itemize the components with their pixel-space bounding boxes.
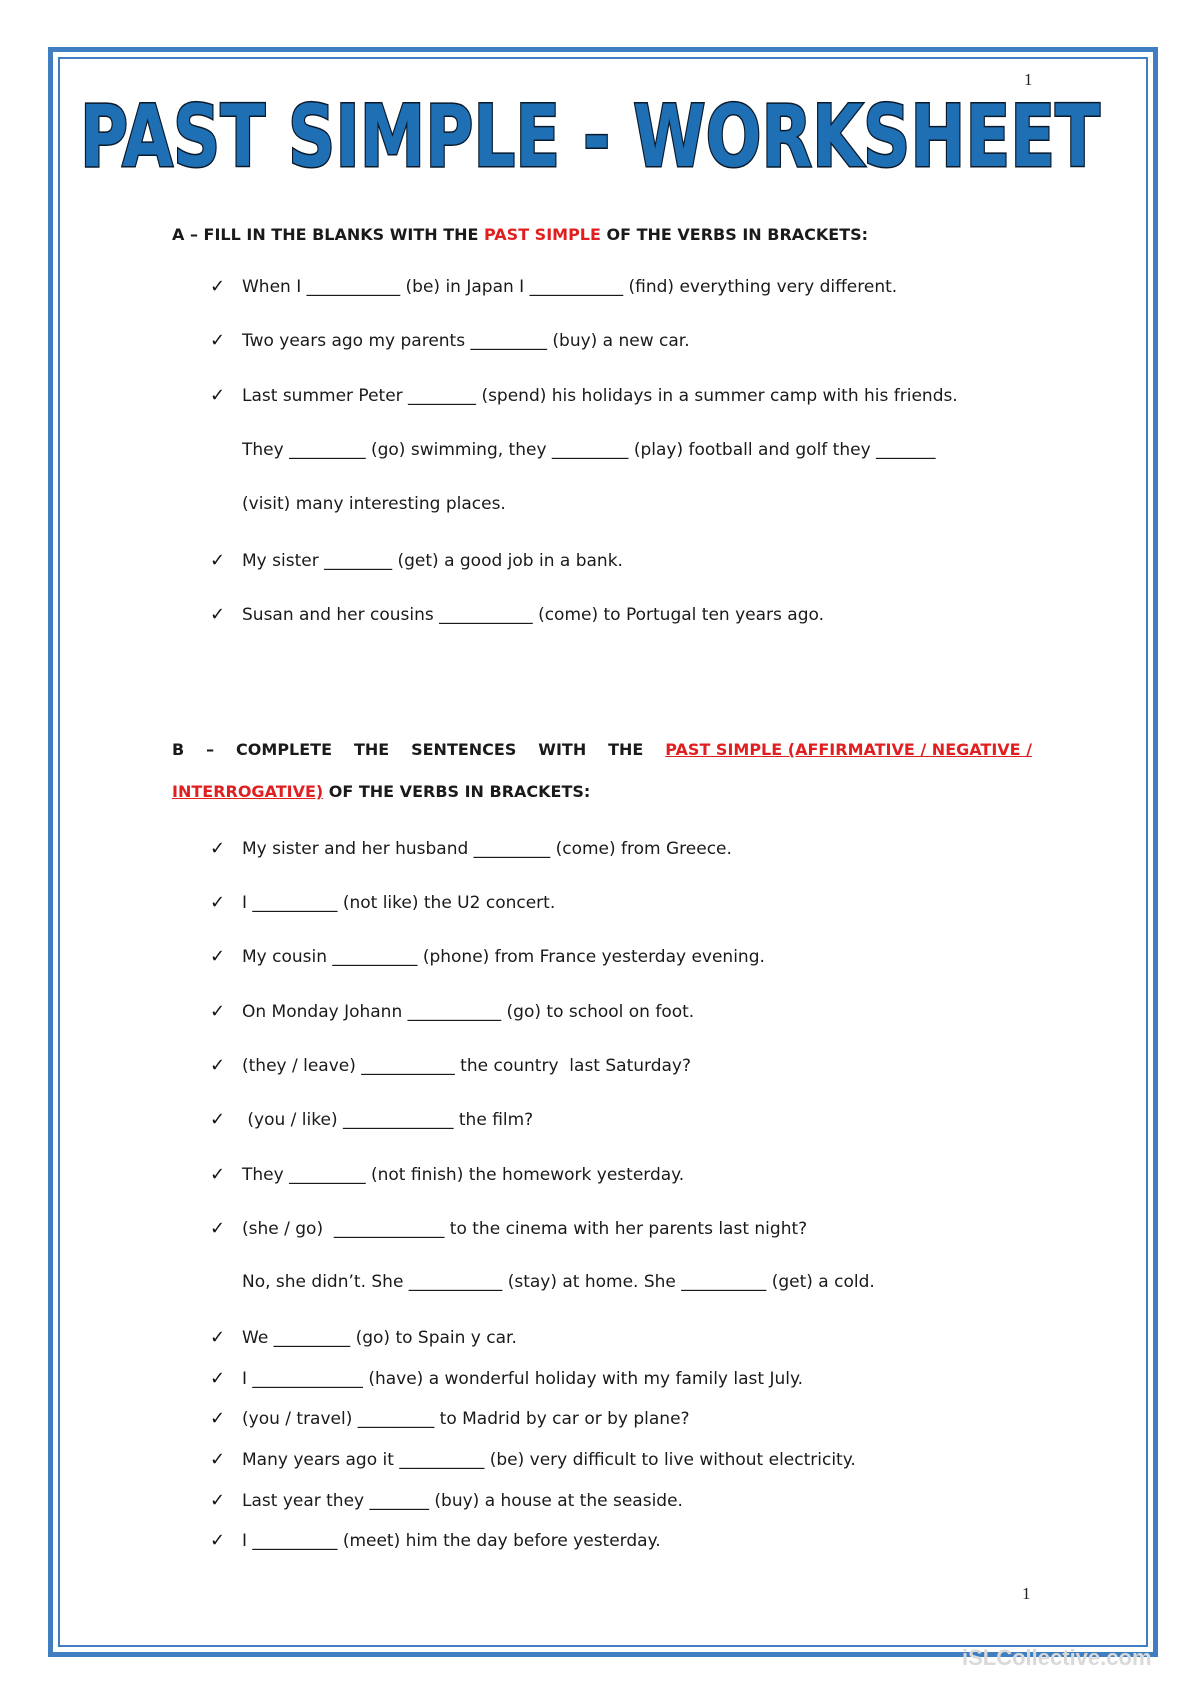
item-continuation: They _________ (go) swimming, they _________ (play) football and golf they _______ xyxy=(242,440,936,460)
page-number-top: 1 xyxy=(1024,70,1033,89)
list-item xyxy=(210,604,824,625)
item-text: My cousin __________ (phone) from France yesterday evening. xyxy=(242,947,765,967)
heading-highlight: PAST SIMPLE (AFFIRMATIVE / NEGATIVE / xyxy=(665,740,1032,759)
list-item xyxy=(210,1368,803,1389)
item-text: Many years ago it __________ (be) very difficult to live without electricity. xyxy=(242,1450,856,1470)
heading-word: – xyxy=(206,740,215,759)
list-item xyxy=(210,550,623,571)
list-item xyxy=(210,1109,533,1130)
item-text: My sister and her husband _________ (come) from Greece. xyxy=(242,839,732,859)
heading-highlight: INTERROGATIVE) xyxy=(172,782,324,801)
title-text: PAST SIMPLE - WORKSHEET xyxy=(80,87,1101,184)
item-text: (they / leave) ___________ the country last Saturday? xyxy=(242,1056,692,1076)
checkmark-icon: ✓ xyxy=(210,1055,226,1076)
checkmark-icon: ✓ xyxy=(210,1408,226,1429)
watermark: iSLCollective.com xyxy=(962,1645,1152,1670)
checkmark-icon: ✓ xyxy=(210,1530,226,1551)
item-text: Last year they _______ (buy) a house at the seaside. xyxy=(242,1491,683,1511)
list-item xyxy=(210,385,958,406)
page-number-bottom: 1 xyxy=(1022,1584,1031,1603)
checkmark-icon: ✓ xyxy=(210,330,226,351)
checkmark-icon: ✓ xyxy=(210,946,226,967)
heading-word: SENTENCES xyxy=(411,740,517,759)
list-item xyxy=(210,276,897,297)
item-text: (she / go) _____________ to the cinema with her parents last night? xyxy=(242,1219,808,1239)
list-item xyxy=(210,1408,690,1429)
section-a-heading-highlight: PAST SIMPLE xyxy=(484,225,601,244)
list-item xyxy=(210,1530,661,1551)
section-a-heading xyxy=(172,225,868,244)
checkmark-icon: ✓ xyxy=(210,1490,226,1511)
item-text: When I ___________ (be) in Japan I ___________ (find) everything very different. xyxy=(242,277,898,297)
checkmark-icon: ✓ xyxy=(210,1164,226,1185)
item-text: (you / like) _____________ the film? xyxy=(242,1110,534,1130)
list-item xyxy=(210,946,765,967)
list-item xyxy=(210,1164,684,1185)
checkmark-icon: ✓ xyxy=(210,838,226,859)
checkmark-icon: ✓ xyxy=(210,385,226,406)
list-item xyxy=(210,330,690,351)
checkmark-icon: ✓ xyxy=(210,1449,226,1470)
checkmark-icon: ✓ xyxy=(210,892,226,913)
heading-word: COMPLETE xyxy=(236,740,333,759)
checkmark-icon: ✓ xyxy=(210,1327,226,1348)
checkmark-icon: ✓ xyxy=(210,276,226,297)
item-continuation: No, she didn’t. She ___________ (stay) at home. She __________ (get) a cold. xyxy=(242,1272,875,1292)
list-item xyxy=(210,1449,856,1470)
heading-word: THE xyxy=(608,740,644,759)
list-item xyxy=(210,838,732,859)
section-a-heading-post: OF THE VERBS IN BRACKETS: xyxy=(600,225,869,244)
checkmark-icon: ✓ xyxy=(210,604,226,625)
checkmark-icon: ✓ xyxy=(210,1218,226,1239)
heading-word: THE xyxy=(353,740,390,759)
checkmark-icon: ✓ xyxy=(210,1109,226,1130)
heading-post: OF THE VERBS IN BRACKETS: xyxy=(323,782,591,801)
heading-word: B xyxy=(172,740,185,759)
item-text: Last summer Peter ________ (spend) his holidays in a summer camp with his friends. xyxy=(242,386,958,406)
item-continuation: (visit) many interesting places. xyxy=(242,494,506,514)
item-text: Susan and her cousins ___________ (come) to Portugal ten years ago. xyxy=(242,605,824,625)
section-a-heading-pre: A – FILL IN THE BLANKS WITH THE xyxy=(172,225,485,244)
item-text: I __________ (meet) him the day before yesterday. xyxy=(242,1531,661,1551)
item-text: (you / travel) _________ to Madrid by car or by plane? xyxy=(242,1409,690,1429)
item-text: I _____________ (have) a wonderful holiday with my family last July. xyxy=(242,1369,804,1389)
list-item xyxy=(210,1001,694,1022)
list-item xyxy=(210,1490,683,1511)
list-item xyxy=(210,1218,807,1239)
item-text: My sister ________ (get) a good job in a bank. xyxy=(242,551,623,571)
heading-word: WITH xyxy=(538,740,587,759)
list-item xyxy=(210,892,555,913)
checkmark-icon: ✓ xyxy=(210,1001,226,1022)
checkmark-icon: ✓ xyxy=(210,550,226,571)
item-text: They _________ (not finish) the homework yesterday. xyxy=(242,1165,685,1185)
item-text: I __________ (not like) the U2 concert. xyxy=(242,893,556,913)
worksheet-title xyxy=(70,84,1110,184)
section-b-heading xyxy=(172,729,1032,813)
item-text: We _________ (go) to Spain y car. xyxy=(242,1328,517,1348)
item-text: On Monday Johann ___________ (go) to school on foot. xyxy=(242,1002,695,1022)
item-text: Two years ago my parents _________ (buy) a new car. xyxy=(242,331,690,351)
list-item xyxy=(210,1327,517,1348)
list-item xyxy=(210,1055,691,1076)
checkmark-icon: ✓ xyxy=(210,1368,226,1389)
